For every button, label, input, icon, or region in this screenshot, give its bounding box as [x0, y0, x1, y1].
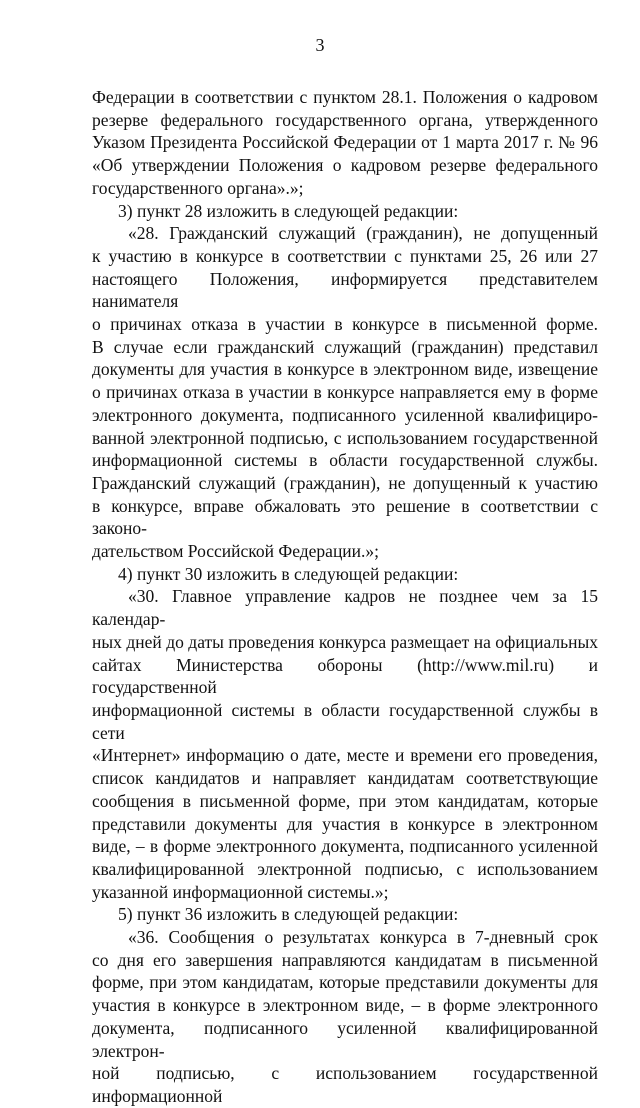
text-line: сайтах Министерства обороны (http://www.mil.ru) и государственной — [92, 654, 598, 698]
text-line: о причинах отказа в участии в конкурсе направляется ему в форме — [92, 382, 598, 403]
text-line: электронного документа, подписанного усиленной квалифициро- — [92, 404, 598, 425]
text-line: 3) пункт 28 изложить в следующей редакции: — [118, 200, 459, 221]
text-line: форме, при этом кандидатам, которые представили документы для — [92, 972, 598, 993]
text-line: 4) пункт 30 изложить в следующей редакции: — [118, 563, 459, 584]
text-line: участия в конкурсе в электронном виде, – в форме электронного — [92, 995, 598, 1016]
text-line: ной подписью, с использованием государственной информационной — [92, 1063, 598, 1106]
page-number: 3 — [315, 35, 325, 55]
text-line: информационной системы в области государственной службы в сети — [92, 699, 598, 743]
text-line: ных дней до даты проведения конкурса размещает на официальных — [92, 631, 598, 652]
text-line: квалифицированной электронной подписью, с использованием — [92, 858, 598, 879]
text-line: «36. Сообщения о результатах конкурса в 7-дневный срок — [128, 927, 598, 948]
text-line: документа, подписанного усиленной квалифицированной электрон- — [92, 1017, 598, 1061]
text-line: о причинах отказа в участии в конкурсе в письменной форме. — [92, 314, 598, 335]
text-line: «30. Главное управление кадров не позднее чем за 15 календар- — [92, 586, 598, 630]
text-line: настоящего Положения, информируется представителем нанимателя — [92, 268, 598, 312]
text-line: ванной электронной подписью, с использованием государственной — [92, 427, 598, 448]
text-line: В случае если гражданский служащий (гражданин) представил — [92, 336, 598, 357]
text-line: резерве федерального государственного органа, утвержденного — [92, 109, 598, 130]
text-line: к участию в конкурсе в соответствии с пунктами 25, 26 или 27 — [92, 245, 598, 266]
text-line: «28. Гражданский служащий (гражданин), не допущенный — [128, 223, 598, 244]
text-line: информационной системы в области государственной службы. — [92, 450, 598, 471]
text-line: 5) пункт 36 изложить в следующей редакции: — [118, 904, 459, 925]
text-line: указанной информационной системы.»; — [92, 881, 389, 902]
text-line: «Интернет» информацию о дате, месте и времени его проведения, — [92, 745, 598, 766]
text-line: Федерации в соответствии с пунктом 28.1. Положения о кадровом — [92, 87, 598, 107]
text-line: представили документы для участия в конкурсе в электронном — [92, 813, 598, 834]
text-line: список кандидатов и направляет кандидатам соответствующие — [92, 768, 598, 789]
text-line: «Об утверждении Положения о кадровом резерве федерального — [92, 155, 598, 176]
text-line: в конкурсе, вправе обжаловать это решение в соответствии с законо- — [92, 495, 598, 539]
text-line: Указом Президента Российской Федерации от 1 марта 2017 г. № 96 — [92, 132, 598, 153]
text-line: виде, – в форме электронного документа, подписанного усиленной — [92, 836, 598, 857]
document-body — [92, 86, 598, 1108]
text-line: государственного органа».»; — [92, 177, 304, 198]
text-line: дательством Российской Федерации.»; — [92, 541, 380, 562]
text-line: сообщения в письменной форме, при этом кандидатам, которые — [92, 790, 598, 811]
text-line: со дня его завершения направляются кандидатам в письменной — [92, 949, 598, 970]
text-line: Гражданский служащий (гражданин), не допущенный к участию — [92, 472, 598, 493]
text-line: документы для участия в конкурсе в электронном виде, извещение — [92, 359, 598, 380]
